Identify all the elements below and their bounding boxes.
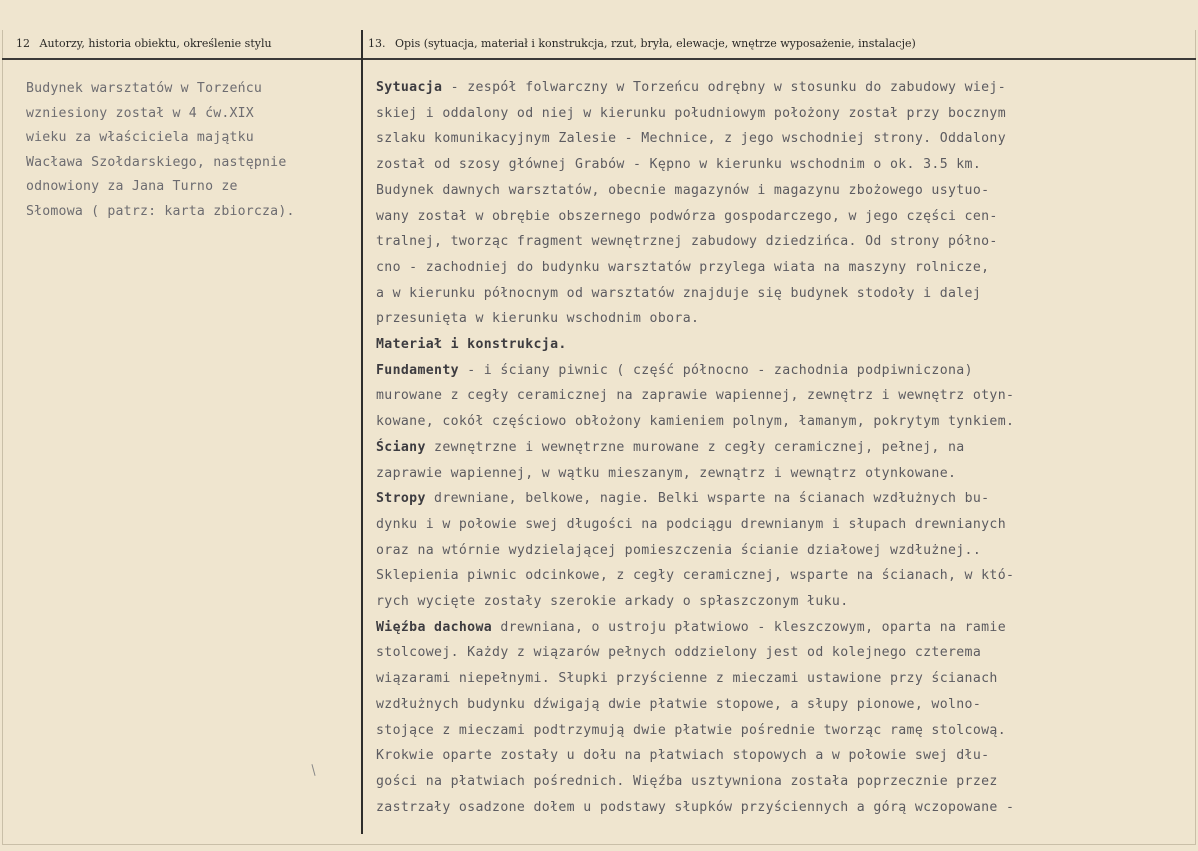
description-line xyxy=(376,563,1014,589)
field-12-title: Autorzy, historia obiektu, określenie stylu xyxy=(39,37,272,50)
line-text: wiązarami niepełnymi. Słupki przyścienne z mieczami ustawione przy ścianach xyxy=(376,671,998,687)
line-text: wzdłużnych budynku dźwigają dwie płatwie stopowe, a słupy pionowe, wolno- xyxy=(376,696,982,712)
bold-term: Ściany xyxy=(376,439,426,455)
history-line: Budynek warsztatów w Torzeńcu xyxy=(26,81,263,96)
field-13-title: Opis (sytuacja, materiał i konstrukcja, rzut, bryła, elewacje, wnętrze wyposażenie, instalacje) xyxy=(395,37,916,50)
line-text: - zespół folwarczny w Torzeńcu odrębny w stosunku do zabudowy wiej- xyxy=(442,80,1007,95)
history-line: odnowiony za Jana Turno ze xyxy=(26,179,238,195)
description-line xyxy=(376,229,1014,255)
description-line xyxy=(376,769,1014,795)
description-line xyxy=(376,358,1014,384)
line-text: skiej i oddalony od niej w kierunku południowym położony został przy bocznym xyxy=(376,105,1007,121)
description-line xyxy=(376,101,1014,127)
history-line: Słomowa ( patrz: karta zbiorcza). xyxy=(26,203,295,219)
line-text: Krokwie oparte zostały u dołu na płatwiach stopowych a w połowie swej dłu- xyxy=(376,748,990,764)
description-line xyxy=(376,692,1014,718)
description-line xyxy=(376,255,1014,281)
history-line: wzniesiony został w 4 ćw.XIX xyxy=(26,105,254,121)
line-text: gości na płatwiach pośrednich. Więźba usztywniona została poprzecznie przez xyxy=(376,773,998,789)
line-text: kowane, cokół częściowo obłożony kamieniem polnym, łamanym, pokrytym tynkiem. xyxy=(376,414,1015,430)
line-text: szlaku komunikacyjnym Zalesie - Mechnice, z jego wschodniej strony. Oddalony xyxy=(376,131,1007,147)
description-line xyxy=(376,75,1014,101)
line-text: Sklepienia piwnic odcinkowe, z cegły ceramicznej, wsparte na ścianach, w któ- xyxy=(376,568,1015,584)
description-line xyxy=(376,666,1014,692)
description-line xyxy=(376,383,1014,409)
line-text: zewnętrzne i wewnętrzne murowane z cegły ceramicznej, pełnej, na xyxy=(425,439,965,455)
description-line xyxy=(376,204,1014,230)
line-text: zaprawie wapiennej, w wątku mieszanym, zewnątrz i wewnątrz otynkowane. xyxy=(376,465,957,481)
description-line xyxy=(376,306,1014,332)
authors-history-text xyxy=(26,77,295,225)
line-text: rych wycięte zostały szerokie arkady o spłaszczonym łuku. xyxy=(376,594,849,610)
line-text: - i ściany piwnic ( część północno - zachodnia podpiwniczona) xyxy=(458,362,973,378)
line-text: stolcowej. Każdy z wiązarów pełnych oddzielony jest od kolejnego czterema xyxy=(376,645,982,661)
column-divider xyxy=(361,30,363,834)
line-text: przesunięta w kierunku wschodnim obora. xyxy=(376,311,700,327)
line-text: drewniana, o ustroju płatwiowo - kleszczowym, oparta na ramie xyxy=(492,619,1007,635)
description-text xyxy=(376,75,1014,820)
bold-term: Fundamenty xyxy=(376,362,459,378)
description-line xyxy=(376,435,1014,461)
description-line xyxy=(376,640,1014,666)
description-line xyxy=(376,178,1014,204)
line-text: tralnej, tworząc fragment wewnętrznej zabudowy dziedzińca. Od strony półno- xyxy=(376,234,998,250)
bold-term: Stropy xyxy=(376,491,426,507)
field-13-number: 13. xyxy=(368,37,386,50)
bold-term: Sytuacja xyxy=(376,80,443,95)
bold-term: Więźba dachowa xyxy=(376,619,493,635)
line-text: dynku i w połowie swej długości na podciągu drewnianym i słupach drewnianych xyxy=(376,516,1007,532)
description-line xyxy=(376,512,1014,538)
line-text: murowane z cegły ceramicznej na zaprawie wapiennej, zewnętrz i wewnętrz otyn- xyxy=(376,388,1015,404)
field-12-heading xyxy=(16,37,272,50)
description-line xyxy=(376,718,1014,744)
line-text: oraz na wtórnie wydzielającej pomieszczenia ścianie działowej wzdłużnej.. xyxy=(376,542,982,558)
description-line xyxy=(376,461,1014,487)
description-line xyxy=(376,538,1014,564)
header-rule xyxy=(2,58,1196,60)
description-line xyxy=(376,486,1014,512)
description-line xyxy=(376,281,1014,307)
line-text: a w kierunku północnym od warsztatów znajduje się budynek stodoły i dalej xyxy=(376,285,982,301)
line-text: stojące z mieczami podtrzymują dwie płatwie pośrednie tworząc ramę stolcową. xyxy=(376,722,1007,738)
line-text: cno - zachodniej do budynku warsztatów przylega wiata na maszyny rolnicze, xyxy=(376,259,990,275)
line-text: został od szosy głównej Grabów - Kępno w kierunku wschodnim o ok. 3.5 km. xyxy=(376,157,982,173)
line-text: wany został w obrębie obszernego podwórza gospodarczego, w jego części cen- xyxy=(376,208,998,224)
description-line xyxy=(376,615,1014,641)
description-line xyxy=(376,126,1014,152)
description-line xyxy=(376,409,1014,435)
section-heading xyxy=(376,332,1014,358)
description-line xyxy=(376,152,1014,178)
bold-term: Materiał i konstrukcja. xyxy=(376,337,567,353)
description-line xyxy=(376,589,1014,615)
line-text: Budynek dawnych warsztatów, obecnie magazynów i magazynu zbożowego usytuo- xyxy=(376,182,990,198)
description-line xyxy=(376,743,1014,769)
history-line: wieku za właściciela majątku xyxy=(26,130,254,146)
description-line xyxy=(376,795,1014,821)
line-text: zastrzały osadzone dołem u podstawy słupków przyściennych a górą wczopowane - xyxy=(376,799,1015,815)
field-13-heading xyxy=(368,37,916,50)
field-12-number: 12 xyxy=(16,37,30,50)
line-text: drewniane, belkowe, nagie. Belki wsparte na ścianach wzdłużnych bu- xyxy=(425,491,990,507)
history-line: Wacława Szołdarskiego, następnie xyxy=(26,154,287,170)
